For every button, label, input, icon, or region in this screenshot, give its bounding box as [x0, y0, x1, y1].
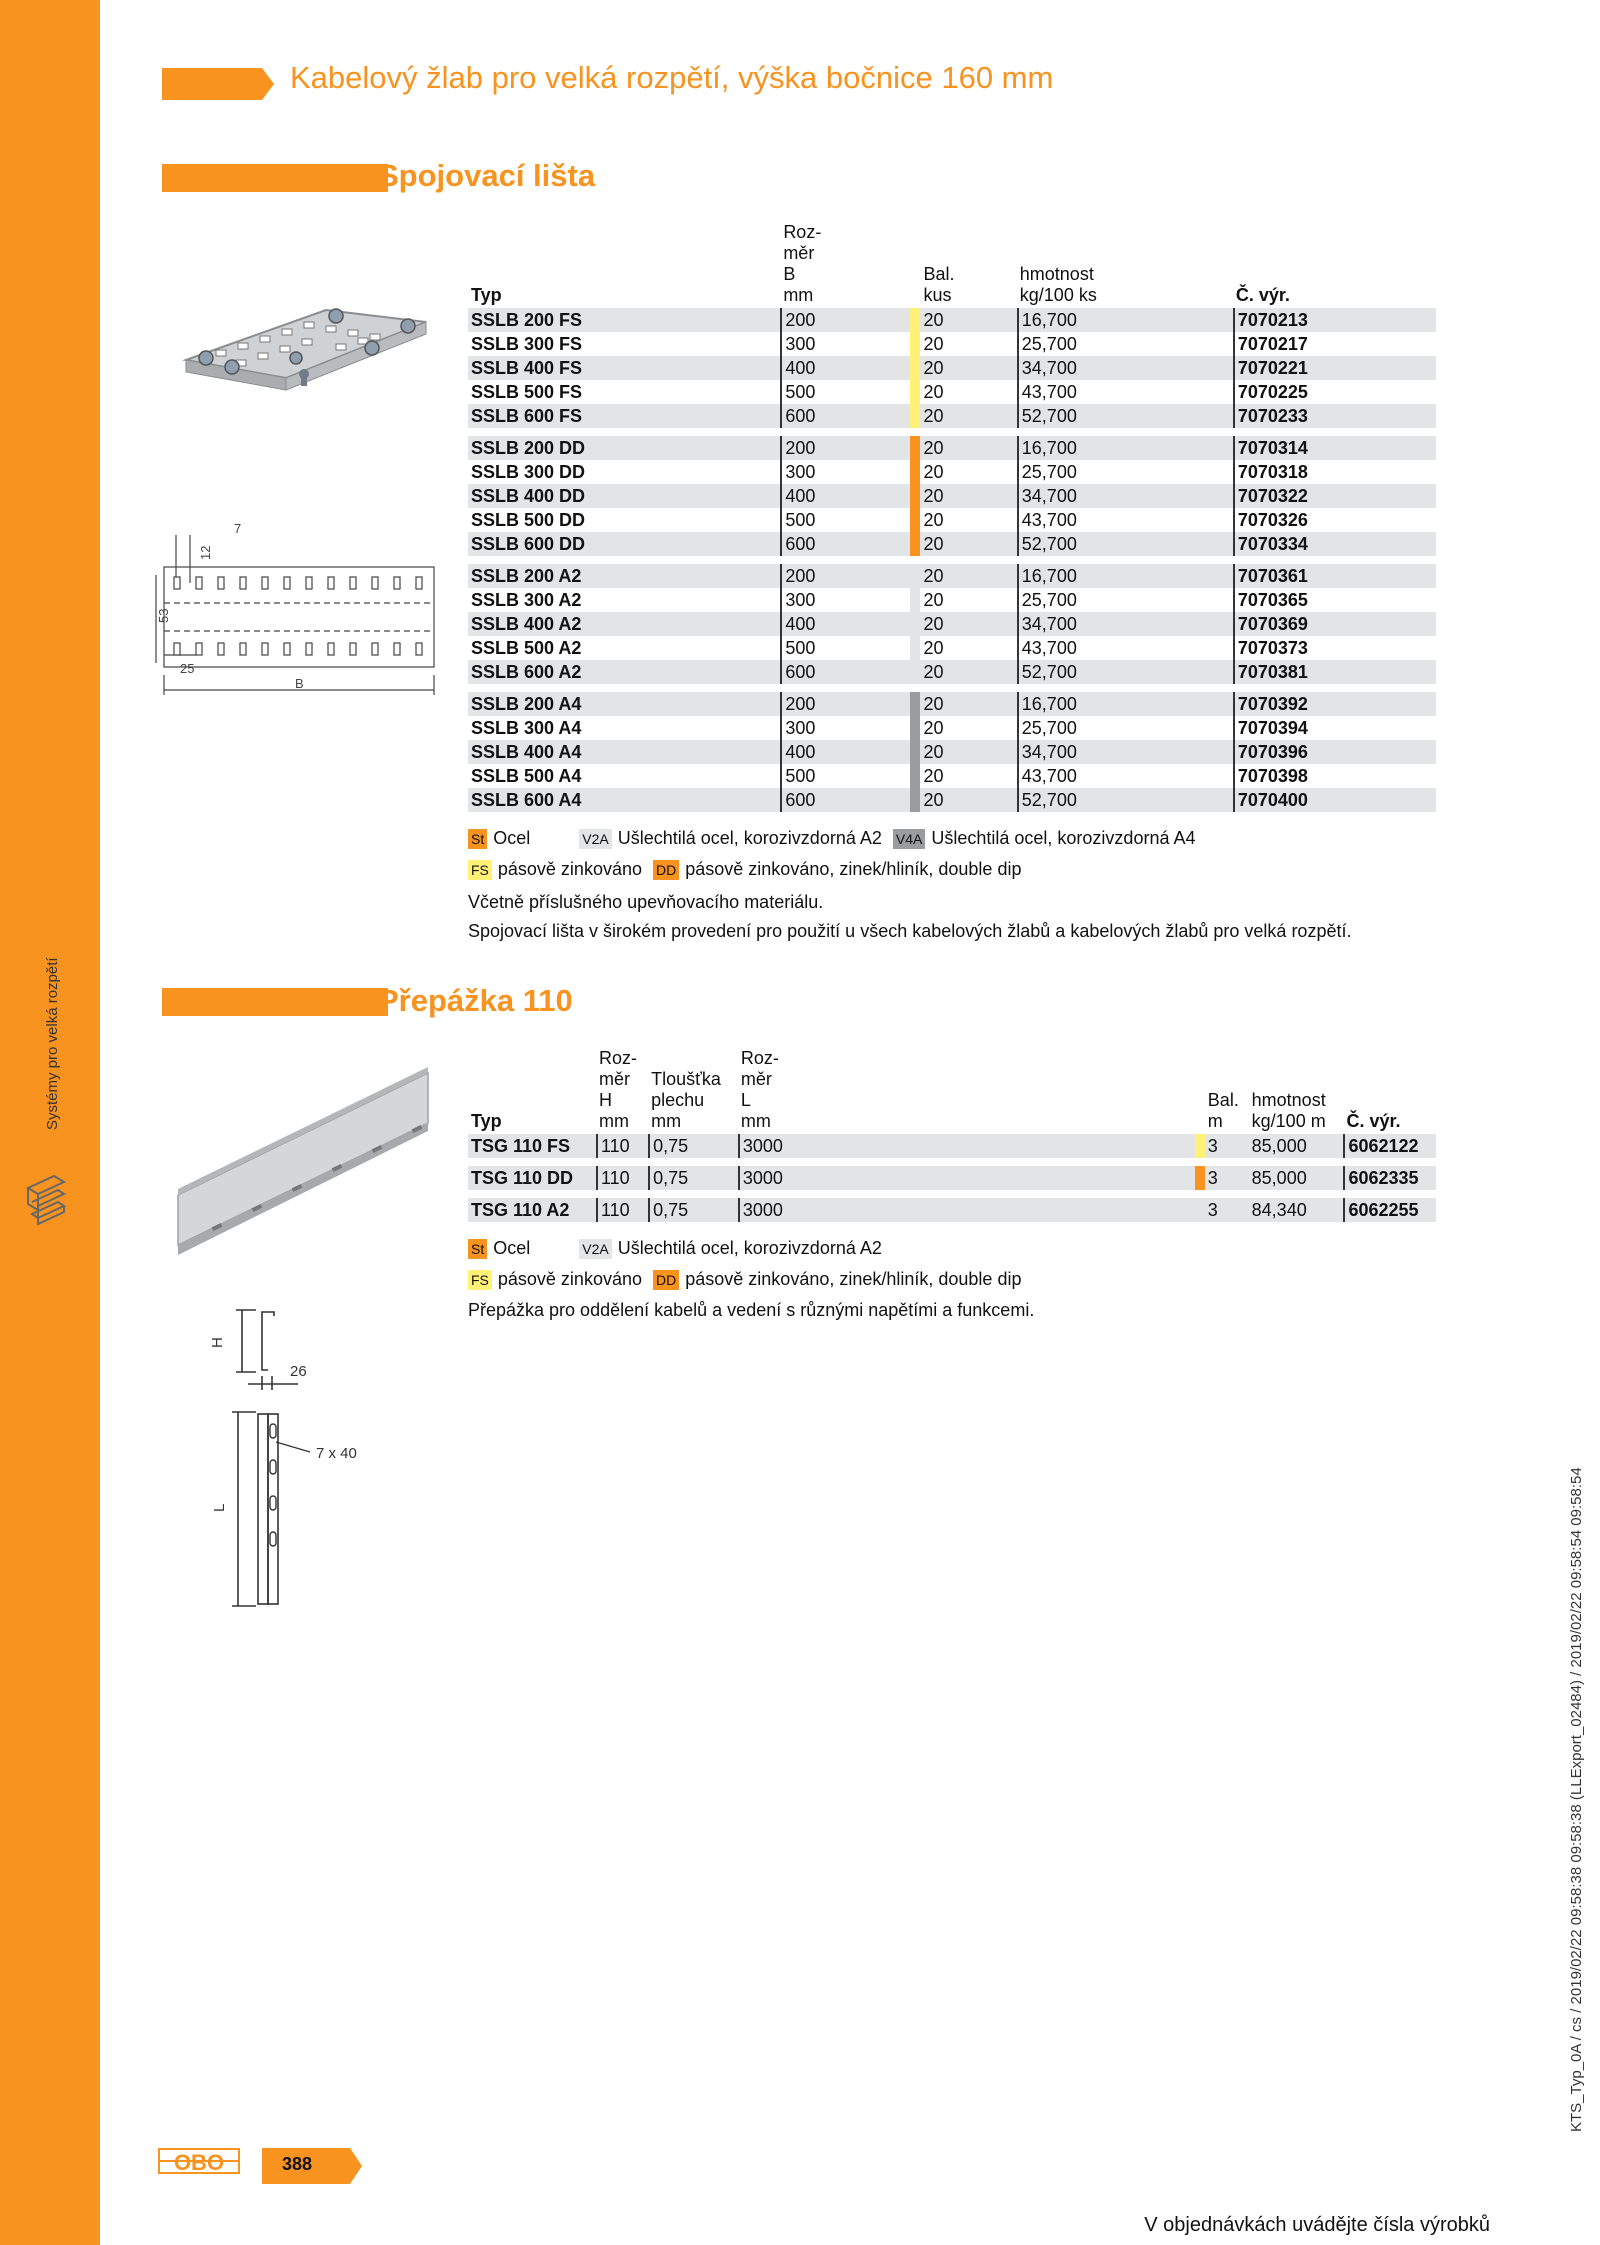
col-header-dim-l: Roz- měr L mm — [740, 1048, 779, 1131]
material-legend-2: St Ocel V2A Ušlechtilá ocel, korozivzdorná A2 FS pásově zinkováno DD pásově zinkováno, zinek/hliník, double dip — [468, 1233, 1021, 1295]
side-category-label: Systémy pro velká rozpětí — [44, 957, 61, 1130]
tray-system-icon — [24, 1170, 68, 1230]
note-included-material: Včetně příslušného upevňovacího materiálu. — [468, 892, 824, 912]
col-header-article-number: Č. výr. — [1346, 1111, 1401, 1131]
material-legend-1: St Ocel V2A Ušlechtilá ocel, korozivzdorná A2 V4A Ušlechtilá ocel, korozivzdorná A4 FS pásově zinkováno DD pásově zinkováno, zinek/hliník, double dip — [468, 823, 1196, 885]
table-row: TSG 110 FS 110 0,75 3000 3 85,000 6062122 — [468, 1134, 1436, 1158]
dim-l-label: L — [211, 1503, 228, 1512]
col-header-bal: Bal. m — [1207, 1090, 1239, 1131]
table-row: SSLB 400 A2 400 20 34,700 7070369 — [468, 612, 1436, 636]
legend-code-dd: DD — [653, 860, 679, 880]
legend-code-v2a: V2A — [579, 829, 611, 849]
dim-12-label: 12 — [198, 545, 213, 560]
section-marker-bar — [162, 988, 388, 1016]
divider-drawing — [198, 1300, 398, 1610]
legend-code-fs: FS — [468, 1270, 492, 1290]
divider-photo — [172, 1065, 432, 1265]
section-title-prepazka: Přepážka 110 — [378, 983, 573, 1018]
table-row: SSLB 500 A2 500 20 43,700 7070373 — [468, 636, 1436, 660]
table-row: SSLB 600 A4 600 20 52,700 7070400 — [468, 788, 1436, 812]
table-row: SSLB 200 A4 200 20 16,700 7070392 — [468, 692, 1436, 716]
connector-plate-drawing — [150, 515, 450, 705]
legend-code-fs: FS — [468, 860, 492, 880]
dim-25-label: 25 — [180, 661, 195, 676]
table-row: SSLB 400 FS 400 20 34,700 7070221 — [468, 356, 1436, 380]
section-title-spojovaci-lista: Spojovací lišta — [378, 158, 596, 193]
table-row: SSLB 500 A4 500 20 43,700 7070398 — [468, 764, 1436, 788]
table-row: SSLB 400 DD 400 20 34,700 7070322 — [468, 484, 1436, 508]
header-arrow-marker — [162, 68, 274, 100]
dim-slot-label: 7 x 40 — [316, 1445, 357, 1462]
dim-b-label: B — [295, 676, 304, 691]
col-header-thickness: Tloušťka plechu mm — [651, 1069, 721, 1131]
table-row: SSLB 300 A2 300 20 25,700 7070365 — [468, 588, 1436, 612]
table-row: SSLB 500 DD 500 20 43,700 7070326 — [468, 508, 1436, 532]
table-row: SSLB 200 FS 200 20 16,700 7070213 — [468, 308, 1436, 332]
legend-code-dd: DD — [653, 1270, 679, 1290]
obo-logo — [158, 2146, 240, 2176]
dim-h-label: H — [209, 1337, 226, 1348]
connector-product-table — [468, 222, 1436, 812]
legend-code-st: St — [468, 829, 487, 849]
col-header-bal: Bal. kus — [923, 264, 955, 305]
footer-order-note: V objednávkách uvádějte čísla výrobků — [1144, 2214, 1490, 2236]
table-row: SSLB 600 DD 600 20 52,700 7070334 — [468, 532, 1436, 556]
table-row: SSLB 300 A4 300 20 25,700 7070394 — [468, 716, 1436, 740]
legend-code-v4a: V4A — [893, 829, 925, 849]
table-row: TSG 110 A2 110 0,75 3000 3 84,340 6062255 — [468, 1198, 1436, 1222]
table-row: SSLB 600 FS 600 20 52,700 7070233 — [468, 404, 1436, 428]
table-row: SSLB 200 A2 200 20 16,700 7070361 — [468, 564, 1436, 588]
section-marker-bar — [162, 164, 388, 192]
table-row: SSLB 300 FS 300 20 25,700 7070217 — [468, 332, 1436, 356]
svg-text:OBO: OBO — [173, 2150, 225, 2175]
col-header-dim-b: Roz- měr B mm — [783, 222, 822, 305]
table-row: SSLB 500 FS 500 20 43,700 7070225 — [468, 380, 1436, 404]
table-row: TSG 110 DD 110 0,75 3000 3 85,000 6062335 — [468, 1166, 1436, 1190]
legend-code-v2a: V2A — [579, 1239, 611, 1259]
dim-7-label: 7 — [234, 521, 242, 536]
col-header-weight: hmotnost kg/100 m — [1251, 1090, 1326, 1131]
table-row: SSLB 600 A2 600 20 52,700 7070381 — [468, 660, 1436, 684]
dim-53-label: 53 — [156, 608, 171, 623]
col-header-weight: hmotnost kg/100 ks — [1019, 264, 1097, 305]
dim-26-label: 26 — [290, 1363, 307, 1380]
col-header-typ: Typ — [471, 285, 502, 305]
table-row: SSLB 300 DD 300 20 25,700 7070318 — [468, 460, 1436, 484]
col-header-dim-h: Roz- měr H mm — [598, 1048, 637, 1131]
col-header-article-number: Č. výr. — [1235, 285, 1290, 305]
export-meta-text: KTS_Typ_0A / cs / 2019/02/22 09:58:38 09:58:38 (LLExport_02484) / 2019/02/22 09:58:54 09:58:54 — [1568, 1467, 1585, 2132]
table-row: SSLB 400 A4 400 20 34,700 7070396 — [468, 740, 1436, 764]
connector-plate-photo — [176, 300, 436, 410]
table-row: SSLB 200 DD 200 20 16,700 7070314 — [468, 436, 1436, 460]
note-connector-description: Spojovací lišta v širokém provedení pro použití u všech kabelových žlabů a kabelových žlabů pro velká rozpětí. — [468, 921, 1352, 941]
page-title: Kabelový žlab pro velká rozpětí, výška bočnice 160 mm — [290, 60, 1054, 95]
col-header-typ: Typ — [471, 1111, 502, 1131]
note-divider-description: Přepážka pro oddělení kabelů a vedení s různými napětími a funkcemi. — [468, 1300, 1035, 1320]
legend-code-st: St — [468, 1239, 487, 1259]
divider-product-table — [468, 1048, 1436, 1222]
page-number: 388 — [282, 2154, 313, 2174]
